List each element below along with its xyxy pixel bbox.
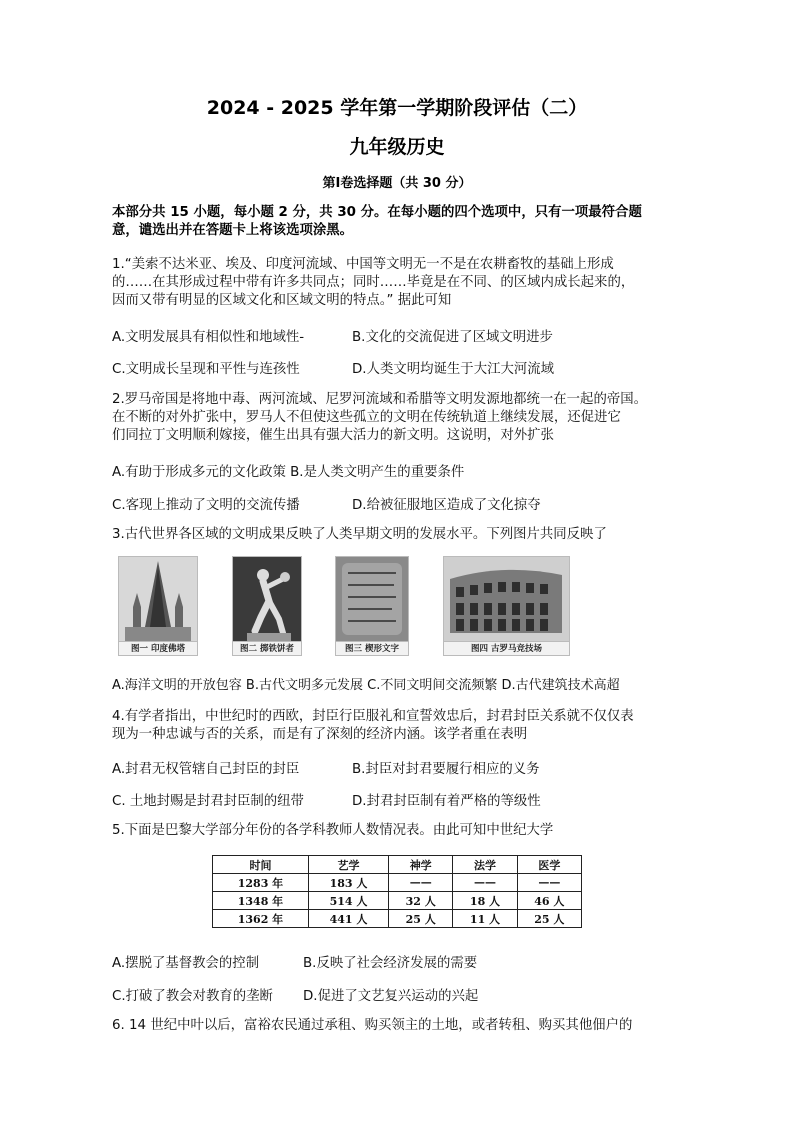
q4-option-a: A.封君无权管辖自己封臣的封臣 [112,762,300,777]
table-header: 医学 [517,856,581,874]
table-cell: 1348 年 [213,892,309,910]
q4-option-c: C. 土地封赐是封君封臣制的纽带 [112,794,304,809]
q5-option-b: B.反映了社会经济发展的需要 [303,956,478,971]
q2-option-c: C.客现上推动了文明的交流传播 [112,498,300,513]
table-cell: —— [517,874,581,892]
table-row [213,892,582,910]
caption-colosseum: 图四 古罗马竞技场 [443,642,570,656]
q1-option-c: C.文明成长呈现和平性与连孩性 [112,362,300,377]
table-cell: —— [389,874,453,892]
table-cell: 514 人 [308,892,388,910]
q4-option-b: B.封臣对封君要履行相应的义务 [352,762,540,777]
q1-option-d: D.人类文明均诞生于大江大河流域 [352,362,555,377]
q3-options: A.海洋文明的开放包容 B.古代文明多元发展 C.不同文明间交流频繁 D.古代建筑技术高超 [112,678,620,693]
caption-discus-thrower: 图二 掷铁饼者 [232,642,302,656]
table-cell: 11 人 [453,910,517,928]
pagoda-image [118,556,198,642]
table-cell: 18 人 [453,892,517,910]
q4-stem-line-2: 现为一种忠诚与否的关系，而是有了深刻的经济内涵。该学者重在表明 [112,727,528,742]
q5-stem-line-1: 5.下面是巴黎大学部分年份的各学科教师人数情况表。由此可知中世纪大学 [112,823,554,838]
table-header: 神学 [389,856,453,874]
q1-option-a: A.文明发展具有相似性和地域性- [112,330,305,345]
q1-stem-line-2: 的……在其形成过程中带有许多共同点；同时……毕竟是在不同、的区域内成长起来的， [112,275,635,290]
table-header-row [213,856,582,874]
table-cell: 46 人 [517,892,581,910]
exam-title: 2024 - 2025 学年第一学期阶段评估（二） [206,97,588,119]
table-cell: 183 人 [308,874,388,892]
q5-option-c: C.打破了教会对教育的垄断 [112,989,273,1004]
table-cell: 441 人 [308,910,388,928]
q1-stem-line-3: 因而又带有明显的区域文化和区域文明的特点。” 据此可知 [112,293,452,308]
q6-stem-line-1: 6. 14 世纪中叶以后，富裕农民通过承租、购买领主的土地，或者转租、购买其他佃户的 [112,1018,633,1033]
q2-options-ab: A.有助于形成多元的文化政策 B.是人类文明产生的重要条件 [112,465,465,480]
table-header: 时间 [213,856,309,874]
caption-cuneiform: 图三 楔形文字 [335,642,409,656]
q5-option-d: D.促进了文艺复兴运动的兴起 [303,989,479,1004]
q2-option-d: D.给被征服地区造成了文化掠夺 [352,498,541,513]
q2-stem-line-3: 们同拉丁文明顺利嫁接，催生出具有强大活力的新文明。这说明，对外扩张 [112,428,554,443]
q4-stem-line-1: 4.有学者指出，中世纪时的西欧，封臣行臣服礼和宣誓效忠后，封君封臣关系就不仅仅表 [112,709,634,724]
discus-thrower-image [232,556,302,642]
teacher-count-table [212,855,582,928]
instructions-line-2: 意，谴选出并在答题卡上将该选项涂黑。 [112,223,354,238]
q2-stem-line-1: 2.罗马帝国是将地中毒、两河流域、尼罗河流域和希腊等文明发源地都统一在一起的帝国。 [112,392,648,407]
table-cell: 32 人 [389,892,453,910]
q3-stem-line-1: 3.古代世界各区域的文明成果反映了人类早期文明的发展水平。下列图片共同反映了 [112,527,607,542]
exam-subtitle: 九年级历史 [349,136,445,158]
table-cell: 25 人 [517,910,581,928]
table-cell: 1362 年 [213,910,309,928]
table-header: 法学 [453,856,517,874]
section-heading: 第Ⅰ卷选择题（共 30 分） [322,176,472,191]
table-cell: 1283 年 [213,874,309,892]
table-header: 艺学 [308,856,388,874]
cuneiform-tablet-image [335,556,409,642]
q1-stem-line-1: 1.“美索不达米亚、埃及、印度河流域、中国等文明无一不是在农耕畜牧的基础上形成 [112,257,614,272]
caption-pagoda: 图一 印度佛塔 [118,642,198,656]
q5-option-a: A.摆脱了基督教会的控制 [112,956,260,971]
instructions-line-1: 本部分共 15 小题，每小题 2 分，共 30 分。在每小题的四个选项中，只有一项最符合题 [112,205,642,220]
colosseum-image [443,556,570,642]
q1-option-b: B.文化的交流促进了区域文明进步 [352,330,553,345]
table-row [213,874,582,892]
q2-stem-line-2: 在不断的对外扩张中，罗马人不但使这些孤立的文明在传统轨道上继续发展，还促进它 [112,410,621,425]
table-row [213,910,582,928]
q4-option-d: D.封君封臣制有着严格的等级性 [352,794,541,809]
table-cell: 25 人 [389,910,453,928]
table-cell: —— [453,874,517,892]
